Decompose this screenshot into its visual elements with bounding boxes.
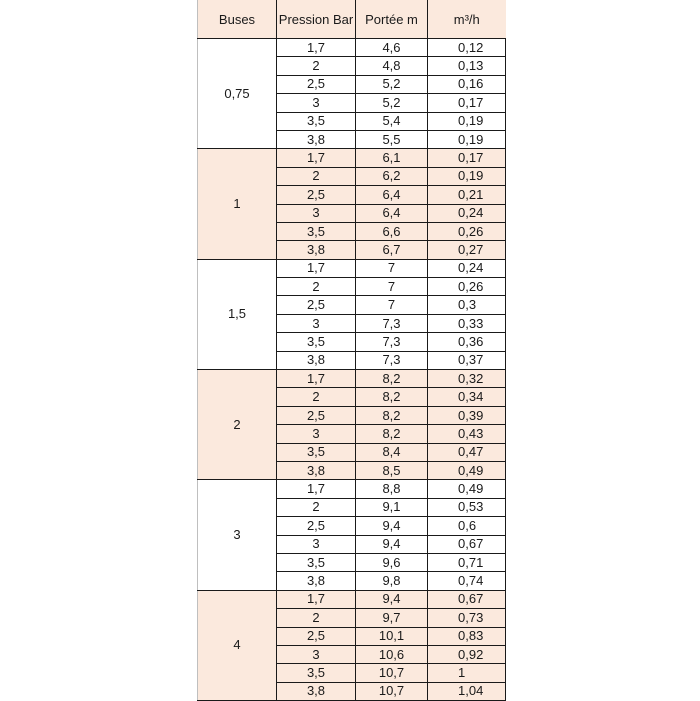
flow-cell: 0,43: [428, 425, 506, 443]
pression-cell: 2: [277, 498, 356, 516]
pression-cell: 3: [277, 645, 356, 663]
portee-cell: 6,6: [356, 222, 428, 240]
flow-cell: 0,24: [428, 259, 506, 277]
nozzle-table-container: [197, 0, 505, 701]
flow-cell: 0,53: [428, 498, 506, 516]
pression-cell: 3,8: [277, 682, 356, 700]
flow-cell: 0,36: [428, 333, 506, 351]
pression-cell: 3,5: [277, 333, 356, 351]
flow-cell: 0,12: [428, 39, 506, 57]
portee-cell: 7,3: [356, 333, 428, 351]
flow-cell: 1,04: [428, 682, 506, 700]
pression-cell: 3,8: [277, 241, 356, 259]
portee-cell: 6,4: [356, 204, 428, 222]
portee-cell: 8,2: [356, 388, 428, 406]
flow-cell: 1: [428, 664, 506, 682]
header-buses: Buses: [198, 0, 277, 39]
pression-cell: 3: [277, 204, 356, 222]
flow-cell: 0,6: [428, 517, 506, 535]
portee-cell: 7: [356, 278, 428, 296]
pression-cell: 2,5: [277, 186, 356, 204]
flow-cell: 0,67: [428, 535, 506, 553]
pression-cell: 3,5: [277, 553, 356, 571]
flow-cell: 0,49: [428, 480, 506, 498]
portee-cell: 6,1: [356, 149, 428, 167]
portee-cell: 8,2: [356, 406, 428, 424]
table-header: [198, 0, 506, 39]
portee-cell: 9,7: [356, 609, 428, 627]
portee-cell: 5,2: [356, 94, 428, 112]
flow-cell: 0,19: [428, 112, 506, 130]
portee-cell: 5,2: [356, 75, 428, 93]
portee-cell: 5,5: [356, 130, 428, 148]
flow-cell: 0,16: [428, 75, 506, 93]
pression-cell: 2,5: [277, 627, 356, 645]
portee-cell: 7: [356, 259, 428, 277]
portee-cell: 10,1: [356, 627, 428, 645]
flow-cell: 0,27: [428, 241, 506, 259]
portee-cell: 7,3: [356, 351, 428, 369]
flow-cell: 0,39: [428, 406, 506, 424]
buse-size-cell: 0,75: [198, 39, 277, 149]
portee-cell: 6,4: [356, 186, 428, 204]
pression-cell: 3: [277, 535, 356, 553]
pression-cell: 3,8: [277, 351, 356, 369]
header-portee: Portée m: [356, 0, 428, 39]
pression-cell: 3,5: [277, 664, 356, 682]
pression-cell: 3,8: [277, 130, 356, 148]
pression-cell: 3,5: [277, 112, 356, 130]
pression-cell: 3: [277, 94, 356, 112]
portee-cell: 4,8: [356, 57, 428, 75]
pression-cell: 3,5: [277, 222, 356, 240]
portee-cell: 8,5: [356, 461, 428, 479]
pression-cell: 2: [277, 167, 356, 185]
pression-cell: 3: [277, 314, 356, 332]
flow-cell: 0,21: [428, 186, 506, 204]
pression-cell: 1,7: [277, 259, 356, 277]
pression-cell: 2: [277, 278, 356, 296]
flow-cell: 0,3: [428, 296, 506, 314]
portee-cell: 6,7: [356, 241, 428, 259]
buse-size-cell: 4: [198, 590, 277, 700]
portee-cell: 9,4: [356, 590, 428, 608]
table-row: [198, 480, 506, 498]
flow-cell: 0,32: [428, 370, 506, 388]
nozzle-performance-table: [197, 0, 506, 701]
pression-cell: 3: [277, 425, 356, 443]
pression-cell: 3,8: [277, 572, 356, 590]
pression-cell: 1,7: [277, 149, 356, 167]
table-row: [198, 590, 506, 608]
table-row: [198, 39, 506, 57]
pression-cell: 2: [277, 388, 356, 406]
pression-cell: 1,7: [277, 480, 356, 498]
buse-size-cell: 3: [198, 480, 277, 590]
buse-size-cell: 1: [198, 149, 277, 259]
flow-cell: 0,26: [428, 222, 506, 240]
pression-cell: 1,7: [277, 39, 356, 57]
header-pression: Pression Bar: [277, 0, 356, 39]
flow-cell: 0,73: [428, 609, 506, 627]
pression-cell: 2,5: [277, 517, 356, 535]
flow-cell: 0,92: [428, 645, 506, 663]
flow-cell: 0,19: [428, 130, 506, 148]
flow-cell: 0,71: [428, 553, 506, 571]
portee-cell: 8,4: [356, 443, 428, 461]
portee-cell: 9,4: [356, 517, 428, 535]
portee-cell: 9,8: [356, 572, 428, 590]
portee-cell: 9,4: [356, 535, 428, 553]
portee-cell: 9,1: [356, 498, 428, 516]
flow-cell: 0,83: [428, 627, 506, 645]
pression-cell: 2,5: [277, 75, 356, 93]
flow-cell: 0,24: [428, 204, 506, 222]
portee-cell: 5,4: [356, 112, 428, 130]
flow-cell: 0,74: [428, 572, 506, 590]
portee-cell: 10,7: [356, 664, 428, 682]
portee-cell: 8,2: [356, 425, 428, 443]
pression-cell: 1,7: [277, 590, 356, 608]
pression-cell: 2,5: [277, 406, 356, 424]
pression-cell: 3,8: [277, 461, 356, 479]
flow-cell: 0,13: [428, 57, 506, 75]
flow-cell: 0,49: [428, 461, 506, 479]
portee-cell: 10,6: [356, 645, 428, 663]
flow-cell: 0,19: [428, 167, 506, 185]
portee-cell: 6,2: [356, 167, 428, 185]
table-body: [198, 39, 506, 701]
buse-size-cell: 2: [198, 370, 277, 480]
pression-cell: 3,5: [277, 443, 356, 461]
portee-cell: 10,7: [356, 682, 428, 700]
portee-cell: 9,6: [356, 553, 428, 571]
portee-cell: 4,6: [356, 39, 428, 57]
portee-cell: 8,2: [356, 370, 428, 388]
flow-cell: 0,17: [428, 94, 506, 112]
pression-cell: 2,5: [277, 296, 356, 314]
pression-cell: 1,7: [277, 370, 356, 388]
flow-cell: 0,33: [428, 314, 506, 332]
portee-cell: 7,3: [356, 314, 428, 332]
table-row: [198, 149, 506, 167]
flow-cell: 0,67: [428, 590, 506, 608]
flow-cell: 0,47: [428, 443, 506, 461]
pression-cell: 2: [277, 57, 356, 75]
portee-cell: 7: [356, 296, 428, 314]
table-row: [198, 370, 506, 388]
buse-size-cell: 1,5: [198, 259, 277, 369]
flow-cell: 0,17: [428, 149, 506, 167]
header-row: [198, 0, 506, 39]
flow-cell: 0,26: [428, 278, 506, 296]
flow-cell: 0,37: [428, 351, 506, 369]
pression-cell: 2: [277, 609, 356, 627]
table-row: [198, 259, 506, 277]
header-flow: m³/h: [428, 0, 506, 39]
portee-cell: 8,8: [356, 480, 428, 498]
flow-cell: 0,34: [428, 388, 506, 406]
